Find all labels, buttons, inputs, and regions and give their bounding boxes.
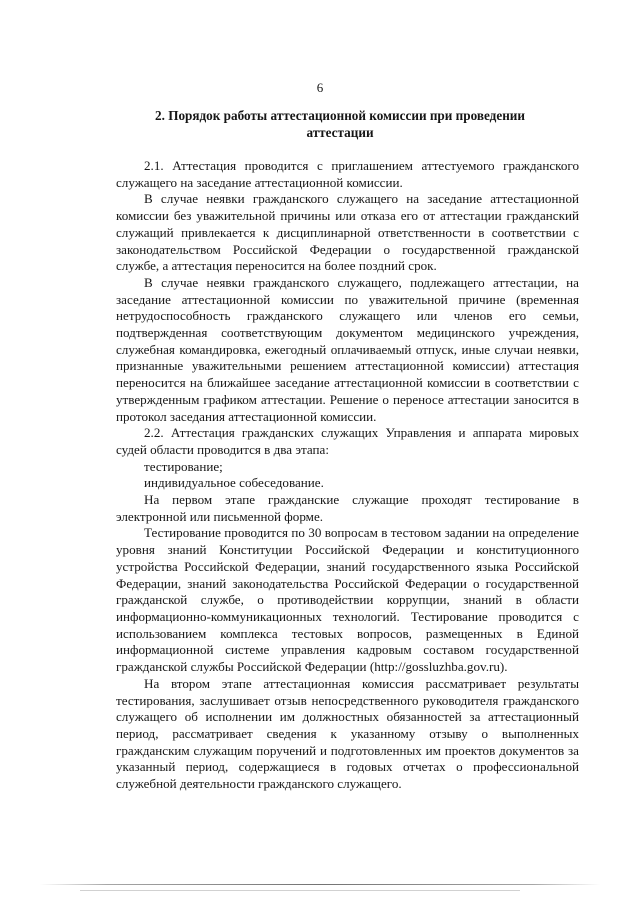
page-number: 6 <box>316 80 324 95</box>
list-item-interview: индивидуальное собеседование. <box>144 475 324 491</box>
scan-edge-line <box>80 890 520 891</box>
paragraph-first-stage: На первом этапе гражданские служащие проходят тестирование в электронной или письменной форме. <box>116 492 579 524</box>
paragraph-testing-details: Тестирование проводится по 30 вопросам в тестовом задании на определение уровня знаний Конституции Российской Федерации и конституционного устройства Российской Федерации, знаний государственного языка Российской Федерации, знаний законодательства Российской Федерации о государственной гражданской службе, о противодействии коррупции, знаний в области информационно-коммуникационных технологий. Тестирование проводится с использованием комплекса тестовых вопросов, размещенных в Единой информационной системе управления кадровым составом государственной гражданской службы Российской Федерации (http://gossluzhba.gov.ru). <box>116 525 579 675</box>
paragraph-second-stage: На втором этапе аттестационная комиссия рассматривает результаты тестирования, заслушивает отзыв непосредственного руководителя гражданского служащего об исполнении им должностных обязанностей за аттестационный период, рассматривает сведения к указанному отзыву о выполненных гражданским служащим поручений и подготовленных им проектов документов за указанный период, содержащиеся в годовых отчетах о профессиональной служебной деятельности гражданского служащего. <box>116 675 579 792</box>
paragraph-2-1: 2.1. Аттестация проводится с приглашением аттестуемого гражданского служащего на заседание аттестационной комиссии. <box>116 158 579 190</box>
section-heading: 2. Порядок работы аттестационной комиссии при проведении аттестации <box>155 108 525 140</box>
paragraph-no-show-without-reason: В случае неявки гражданского служащего на заседание аттестационной комиссии без уважительной причины или отказа его от аттестации гражданский служащий привлекается к дисциплинарной ответственности в соответствии с законодательством Российской Федерации о государственной гражданской службе, а аттестация переносится на более поздний срок. <box>116 191 579 274</box>
list-item-testing: тестирование; <box>144 458 223 474</box>
paragraph-no-show-valid-reason: В случае неявки гражданского служащего, подлежащего аттестации, на заседание аттестационной комиссии по уважительной причине (временная нетрудоспособность гражданского служащего или членов его семьи, подтвержденная соответствующим документом медицинского учреждения, служебная командировка, ежегодный оплачиваемый отпуск, иные случаи неявки, признанные уважительными решением аттестационной комиссии) аттестация переносится на ближайшее заседание аттестационной комиссии в соответствии с утвержденным графиком аттестации. Решение о переносе аттестации заносится в протокол заседания аттестационной комиссии. <box>116 274 579 424</box>
paragraph-2-2: 2.2. Аттестация гражданских служащих Управления и аппарата мировых судей области проводится в два этапа: <box>116 425 579 457</box>
body-text <box>116 158 579 793</box>
scan-edge-line <box>40 884 600 885</box>
